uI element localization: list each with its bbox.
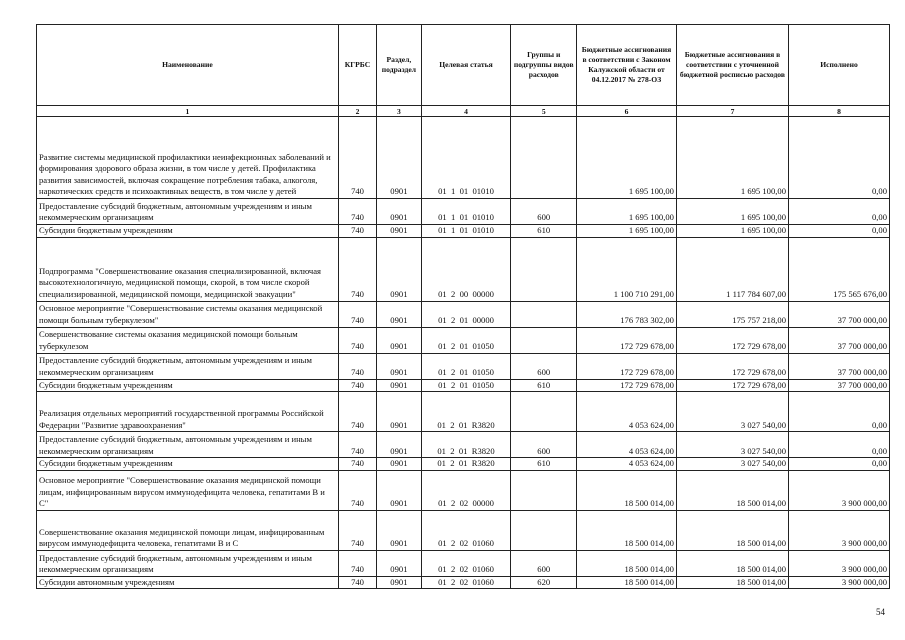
col-number: 6 (577, 106, 677, 117)
row-law-amount: 18 500 014,00 (577, 510, 677, 550)
row-law-amount: 172 729 678,00 (577, 379, 677, 392)
row-kgrbs: 740 (338, 225, 376, 238)
row-law-amount: 18 500 014,00 (577, 470, 677, 510)
row-target: 01 2 01 01050 (421, 353, 511, 379)
row-vid (511, 237, 577, 301)
table-row (37, 225, 890, 238)
column-number-row (37, 106, 890, 117)
row-rospis-amount: 1 117 784 607,00 (676, 237, 788, 301)
row-rospis-amount: 18 500 014,00 (676, 510, 788, 550)
row-kgrbs: 740 (338, 353, 376, 379)
row-target: 01 2 01 00000 (421, 301, 511, 327)
row-law-amount: 1 100 710 291,00 (577, 237, 677, 301)
row-kgrbs: 740 (338, 470, 376, 510)
row-name: Предоставление субсидий бюджетным, автономным учреждениям и иным некоммерческим организациям (37, 432, 339, 458)
row-name: Предоставление субсидий бюджетным, автономным учреждениям и иным некоммерческим организациям (37, 353, 339, 379)
row-law-amount: 172 729 678,00 (577, 353, 677, 379)
row-rospis-amount: 3 027 540,00 (676, 432, 788, 458)
col-header-done: Исполнено (789, 25, 890, 106)
table-row (37, 353, 890, 379)
row-vid: 610 (511, 458, 577, 471)
row-razdel: 0901 (377, 199, 421, 225)
row-vid (511, 117, 577, 199)
table-body (37, 117, 890, 589)
table-row (37, 237, 890, 301)
table-row (37, 432, 890, 458)
row-law-amount: 4 053 624,00 (577, 392, 677, 432)
table-row (37, 510, 890, 550)
row-kgrbs: 740 (338, 117, 376, 199)
table-row (37, 576, 890, 589)
row-name: Развитие системы медицинской профилактики неинфекционных заболеваний и формирования здорового образа жизни, в том числе у детей. Профилактика развития зависимостей, включая сокращение потребления табака, алкоголя, наркотических средств и психоактивных веществ, в том числе у детей (37, 117, 339, 199)
table-row (37, 458, 890, 471)
row-vid (511, 327, 577, 353)
row-name: Основное мероприятие "Совершенствование оказания медицинской помощи лицам, инфицированным вирусом иммунодефицита человека, гепатитами В и С" (37, 470, 339, 510)
col-header-kgrbs: КГРБС (338, 25, 376, 106)
budget-table (36, 24, 890, 589)
row-done-amount: 37 700 000,00 (789, 301, 890, 327)
row-done-amount: 3 900 000,00 (789, 576, 890, 589)
row-done-amount: 175 565 676,00 (789, 237, 890, 301)
table-row (37, 470, 890, 510)
row-rospis-amount: 1 695 100,00 (676, 117, 788, 199)
row-target: 01 1 01 01010 (421, 225, 511, 238)
row-law-amount: 18 500 014,00 (577, 576, 677, 589)
row-razdel: 0901 (377, 470, 421, 510)
row-target: 01 2 01 01050 (421, 379, 511, 392)
row-name: Субсидии бюджетным учреждениям (37, 379, 339, 392)
row-rospis-amount: 172 729 678,00 (676, 379, 788, 392)
row-rospis-amount: 172 729 678,00 (676, 327, 788, 353)
row-name: Подпрограмма "Совершенствование оказания специализированной, включая высокотехнологичную, медицинской помощи, скорой, в том числе скорой специализированной, медицинской помощи, медицинской эвакуации" (37, 237, 339, 301)
row-kgrbs: 740 (338, 550, 376, 576)
row-name: Предоставление субсидий бюджетным, автономным учреждениям и иным некоммерческим организациям (37, 550, 339, 576)
row-done-amount: 0,00 (789, 432, 890, 458)
row-done-amount: 0,00 (789, 392, 890, 432)
row-name: Основное мероприятие "Совершенствование системы оказания медицинской помощи больным туберкулезом" (37, 301, 339, 327)
row-target: 01 2 02 01060 (421, 510, 511, 550)
col-number: 3 (377, 106, 421, 117)
table-row (37, 550, 890, 576)
row-razdel: 0901 (377, 237, 421, 301)
row-vid (511, 510, 577, 550)
col-header-law: Бюджетные ассигнования в соответствии с Законом Калужской области от 04.12.2017 № 278-ОЗ (577, 25, 677, 106)
col-number: 2 (338, 106, 376, 117)
row-kgrbs: 740 (338, 576, 376, 589)
row-rospis-amount: 1 695 100,00 (676, 225, 788, 238)
row-kgrbs: 740 (338, 510, 376, 550)
row-done-amount: 0,00 (789, 458, 890, 471)
row-razdel: 0901 (377, 225, 421, 238)
row-vid: 600 (511, 353, 577, 379)
col-header-vid: Группы и подгруппы видов расходов (511, 25, 577, 106)
row-vid: 620 (511, 576, 577, 589)
row-razdel: 0901 (377, 353, 421, 379)
row-vid: 600 (511, 550, 577, 576)
row-razdel: 0901 (377, 327, 421, 353)
row-done-amount: 37 700 000,00 (789, 353, 890, 379)
row-law-amount: 1 695 100,00 (577, 199, 677, 225)
table-row (37, 301, 890, 327)
row-kgrbs: 740 (338, 379, 376, 392)
row-kgrbs: 740 (338, 392, 376, 432)
col-header-target: Целевая статья (421, 25, 511, 106)
col-header-name: Наименование (37, 25, 339, 106)
page-number: 54 (876, 607, 885, 617)
col-number: 8 (789, 106, 890, 117)
row-done-amount: 37 700 000,00 (789, 379, 890, 392)
row-razdel: 0901 (377, 432, 421, 458)
table-row (37, 379, 890, 392)
col-header-rospis: Бюджетные ассигнования в соответствии с уточненной бюджетной росписью расходов (676, 25, 788, 106)
table-row (37, 117, 890, 199)
row-razdel: 0901 (377, 301, 421, 327)
row-law-amount: 18 500 014,00 (577, 550, 677, 576)
row-target: 01 2 01 R3820 (421, 392, 511, 432)
row-target: 01 2 02 01060 (421, 550, 511, 576)
row-razdel: 0901 (377, 458, 421, 471)
row-target: 01 1 01 01010 (421, 117, 511, 199)
row-done-amount: 0,00 (789, 225, 890, 238)
row-done-amount: 3 900 000,00 (789, 470, 890, 510)
row-law-amount: 4 053 624,00 (577, 432, 677, 458)
row-done-amount: 0,00 (789, 199, 890, 225)
row-rospis-amount: 18 500 014,00 (676, 470, 788, 510)
row-kgrbs: 740 (338, 327, 376, 353)
row-done-amount: 3 900 000,00 (789, 510, 890, 550)
header-row (37, 25, 890, 106)
row-target: 01 2 01 R3820 (421, 458, 511, 471)
col-header-razdel: Раздел, подраздел (377, 25, 421, 106)
row-vid: 600 (511, 199, 577, 225)
row-vid (511, 301, 577, 327)
row-name: Субсидии автономным учреждениям (37, 576, 339, 589)
row-name: Предоставление субсидий бюджетным, автономным учреждениям и иным некоммерческим организациям (37, 199, 339, 225)
row-vid (511, 470, 577, 510)
row-vid (511, 392, 577, 432)
row-razdel: 0901 (377, 510, 421, 550)
row-rospis-amount: 3 027 540,00 (676, 458, 788, 471)
row-razdel: 0901 (377, 576, 421, 589)
row-vid: 600 (511, 432, 577, 458)
row-target: 01 2 01 R3820 (421, 432, 511, 458)
row-kgrbs: 740 (338, 199, 376, 225)
row-rospis-amount: 18 500 014,00 (676, 576, 788, 589)
row-name: Реализация отдельных мероприятий государственной программы Российской Федерации "Развитие здравоохранения" (37, 392, 339, 432)
row-rospis-amount: 175 757 218,00 (676, 301, 788, 327)
row-target: 01 2 02 00000 (421, 470, 511, 510)
row-vid: 610 (511, 225, 577, 238)
row-done-amount: 37 700 000,00 (789, 327, 890, 353)
row-target: 01 1 01 01010 (421, 199, 511, 225)
row-target: 01 2 01 01050 (421, 327, 511, 353)
row-done-amount: 0,00 (789, 117, 890, 199)
row-kgrbs: 740 (338, 458, 376, 471)
row-razdel: 0901 (377, 117, 421, 199)
row-done-amount: 3 900 000,00 (789, 550, 890, 576)
table-row (37, 199, 890, 225)
row-name: Совершенствование системы оказания медицинской помощи больным туберкулезом (37, 327, 339, 353)
row-target: 01 2 02 01060 (421, 576, 511, 589)
row-law-amount: 172 729 678,00 (577, 327, 677, 353)
row-rospis-amount: 3 027 540,00 (676, 392, 788, 432)
row-razdel: 0901 (377, 379, 421, 392)
row-name: Совершенствование оказания медицинской помощи лицам, инфицированным вирусом иммунодефицита человека, гепатитами В и С (37, 510, 339, 550)
row-rospis-amount: 172 729 678,00 (676, 353, 788, 379)
row-name: Субсидии бюджетным учреждениям (37, 458, 339, 471)
row-law-amount: 176 783 302,00 (577, 301, 677, 327)
row-name: Субсидии бюджетным учреждениям (37, 225, 339, 238)
row-vid: 610 (511, 379, 577, 392)
row-kgrbs: 740 (338, 301, 376, 327)
row-kgrbs: 740 (338, 432, 376, 458)
row-target: 01 2 00 00000 (421, 237, 511, 301)
col-number: 1 (37, 106, 339, 117)
table-row (37, 392, 890, 432)
row-law-amount: 1 695 100,00 (577, 225, 677, 238)
col-number: 5 (511, 106, 577, 117)
row-razdel: 0901 (377, 550, 421, 576)
row-law-amount: 4 053 624,00 (577, 458, 677, 471)
row-rospis-amount: 1 695 100,00 (676, 199, 788, 225)
table-row (37, 327, 890, 353)
row-kgrbs: 740 (338, 237, 376, 301)
col-number: 4 (421, 106, 511, 117)
row-razdel: 0901 (377, 392, 421, 432)
row-rospis-amount: 18 500 014,00 (676, 550, 788, 576)
row-law-amount: 1 695 100,00 (577, 117, 677, 199)
col-number: 7 (676, 106, 788, 117)
